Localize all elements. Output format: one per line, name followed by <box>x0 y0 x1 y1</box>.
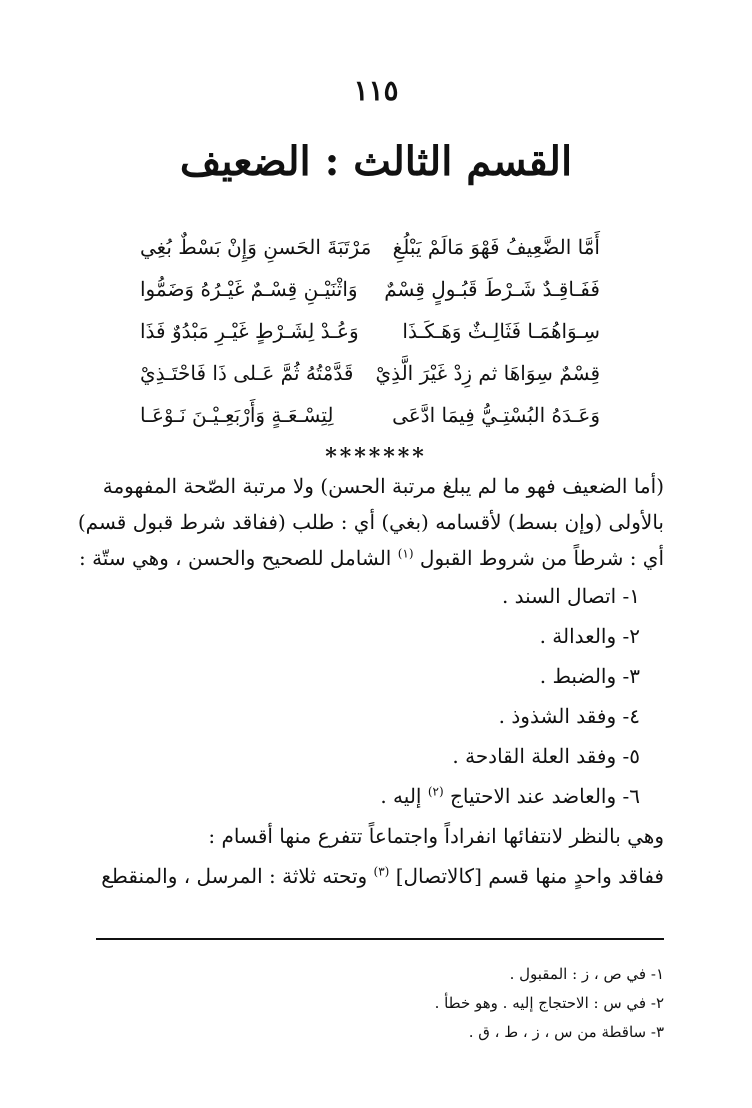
verse <box>140 310 600 352</box>
verse <box>140 268 600 310</box>
condition-item: ٢- والعدالة . <box>539 624 640 648</box>
condition-item: ٥- وفقد العلة القادحة . <box>452 744 640 768</box>
verse-first-hemistich: أَمَّا الضَّعِيفُ فَهْوَ مَالَمْ يَبْلُغِ <box>392 235 600 259</box>
footnote-ref: (٣) <box>373 864 390 879</box>
footnote: ١- في ص ، ز : المقبول . <box>509 965 664 983</box>
commentary-line <box>44 540 664 576</box>
condition-item <box>44 776 640 816</box>
footnote-divider <box>96 938 664 940</box>
verse-second-hemistich: لِتِسْـعَـةٍ وَأَرْبَعِـيْـنَ نَـوْعَـا <box>140 403 334 427</box>
commentary-line <box>44 856 664 896</box>
commentary-text: وتحته ثلاثة : المرسل ، والمنقطع <box>101 864 368 888</box>
commentary-text: ففاقد واحدٍ منها قسم [كالاتصال] <box>395 864 664 888</box>
verse-first-hemistich: وَعَـدَهُ البُسْتِـيُّ فِيمَا ادَّعَى <box>392 403 600 427</box>
footnote-ref: (٢) <box>427 784 444 799</box>
verse-second-hemistich: وَاثْنَيْـنِ قِسْـمٌ غَيْـرُهُ وَضَمُّوا <box>140 277 358 301</box>
condition-item: ٤- وفقد الشذوذ . <box>498 704 640 728</box>
condition-text: إليه . <box>380 784 422 808</box>
footnote-ref: (١) <box>397 546 414 561</box>
footnotes <box>96 960 664 1047</box>
commentary-line: وهي بالنظر لانتفائها انفراداً واجتماعاً تتفرع منها أقسام : <box>208 824 664 848</box>
verse-second-hemistich: مَرْتَبَةَ الحَسنِ وَإِنْ بَسْطٌ بُغِي <box>140 235 372 259</box>
poem <box>140 226 600 436</box>
commentary-text: أي : شرطاً من شروط القبول <box>419 546 664 570</box>
verse-first-hemistich: قِسْمٌ سِوَاهَا ثم زِدْ غَيْرَ الَّذِيْ <box>375 361 600 385</box>
verse-second-hemistich: قَدَّمْتُهُ ثُمَّ عَـلى ذَا فَاحْتَـذِيْ <box>140 361 354 385</box>
verse-second-hemistich: وَعُـدْ لِشَـرْطٍ غَيْـرِ مَبْدُوٌ فَذَا <box>140 319 359 343</box>
verse <box>140 394 600 436</box>
page-number: ١١٥ <box>353 74 399 107</box>
condition-item: ٣- والضبط . <box>539 664 640 688</box>
commentary-line: (أما الضعيف فهو ما لم يبلغ مرتبة الحسن) ولا مرتبة الصّحة المفهومة <box>102 474 664 498</box>
verse <box>140 226 600 268</box>
section-title: القسم الثالث : الضعيف <box>179 138 573 185</box>
condition-text: ٦- والعاضد عند الاحتياج <box>450 784 640 808</box>
verse-first-hemistich: سِـوَاهُمَـا فَثَالِـثٌ وَهَـكَـذَا <box>402 319 600 343</box>
commentary-text: الشامل للصحيح والحسن ، وهي ستّة : <box>78 546 392 570</box>
condition-item: ١- اتصال السند . <box>501 584 640 608</box>
commentary <box>44 468 664 896</box>
verse <box>140 352 600 394</box>
verse-first-hemistich: فَفَـاقِـدٌ شَـرْطَ قَبُـولٍ قِسْمٌ <box>384 277 600 301</box>
footnote: ٣- ساقطة من س ، ز ، ط ، ق . <box>468 1023 664 1041</box>
commentary-line: بالأولى (وإن بسط) لأقسامه (بغي) أي : طلب (ففاقد شرط قبول قسم) <box>77 510 664 534</box>
separator-stars: ******* <box>325 444 427 470</box>
footnote: ٢- في س : الاحتجاج إليه . وهو خطأ . <box>434 994 664 1012</box>
